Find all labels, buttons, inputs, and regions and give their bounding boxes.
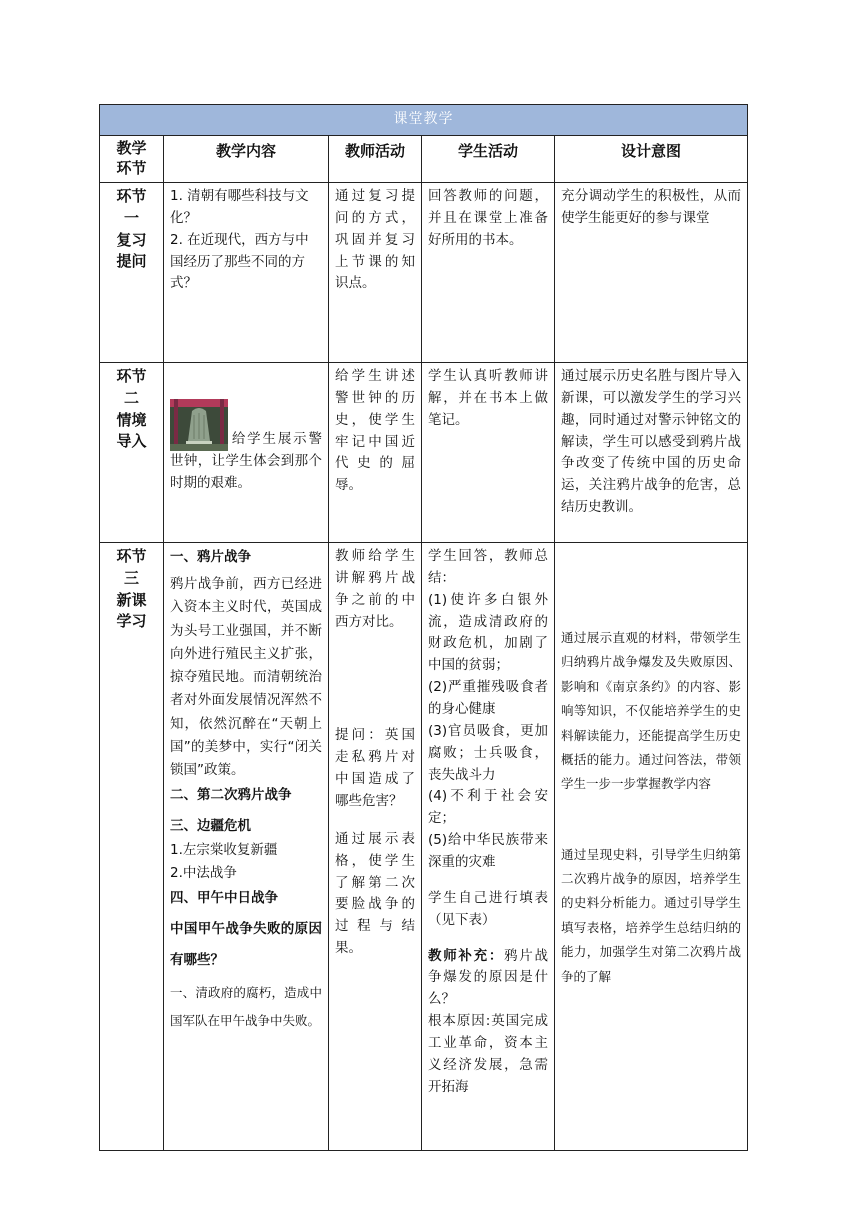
section-heading: 一、鸦片战争 bbox=[170, 549, 251, 565]
table-row bbox=[100, 183, 748, 363]
content-paragraph: 鸦片战争前，西方已经进入资本主义时代，英国成为头号工业强国，并不断向外进行殖民主义扩张，掠夺殖民地。而清朝统治者对外面发展情况浑然不知，依然沉醉在“天朝上国”的美梦中，实行“闭关锁国”政策。 bbox=[170, 576, 322, 778]
table-row bbox=[100, 543, 748, 1151]
content-cell-2 bbox=[164, 363, 329, 543]
header-design: 设计意图 bbox=[555, 136, 748, 183]
content-paragraph: 一、清政府的腐朽，造成中国军队在甲午战争中失败。 bbox=[170, 985, 322, 1029]
table-header-row bbox=[100, 136, 748, 183]
header-content: 教学内容 bbox=[164, 136, 329, 183]
content-cell-3 bbox=[164, 543, 329, 1151]
student-cell-1: 回答教师的问题，并且在课堂上准备好所用的书本。 bbox=[422, 183, 555, 363]
lesson-plan-table bbox=[99, 104, 748, 1151]
student-note: (1)使许多白银外流，造成清政府的财政危机，加剧了中国的贫弱； bbox=[428, 591, 548, 674]
stage-label: 情境 bbox=[116, 410, 147, 429]
header-stage bbox=[100, 136, 164, 183]
header-student: 学生活动 bbox=[422, 136, 555, 183]
design-cell-1: 充分调动学生的积极性，从而使学生能更好的参与课堂 bbox=[555, 183, 748, 363]
content-question: 中国甲午战争失败的原因有哪些？ bbox=[170, 921, 322, 968]
student-note: 根本原因:英国完成工业革命，资本主义经济发展，急需开拓海 bbox=[428, 1013, 548, 1095]
stage-label: 提问 bbox=[116, 252, 147, 271]
content-item: 2.中法战争 bbox=[170, 864, 237, 881]
teacher-supplement-label: 教师补充： bbox=[428, 947, 505, 964]
stage-label: 三 bbox=[123, 568, 139, 587]
warning-bell-photo bbox=[170, 399, 228, 451]
teacher-cell-3 bbox=[329, 543, 422, 1151]
design-note: 通过呈现史料，引导学生归纳第二次鸦片战争的原因，培养学生的史料分析能力。通过引导学生填写表格，培养学生总结归纳的能力，加强学生对第二次鸦片战争的了解 bbox=[561, 846, 742, 984]
student-note: (4)不利于社会安定； bbox=[428, 788, 548, 827]
stage-cell-2 bbox=[100, 363, 164, 543]
section-heading: 三、边疆危机 bbox=[170, 818, 251, 835]
content-item: 1. 清朝有哪些科技与文化？ bbox=[170, 188, 309, 226]
stage-cell-3 bbox=[100, 543, 164, 1151]
student-cell-2: 学生认真听教师讲解，并在书本上做笔记。 bbox=[422, 363, 555, 543]
student-note: 鸦片战争爆发的原因是什么？ bbox=[428, 947, 549, 1008]
stage-label: 学习 bbox=[116, 612, 147, 631]
stage-label: 二 bbox=[123, 388, 139, 407]
student-note: 学生自己进行填表（见下表） bbox=[428, 889, 548, 928]
content-item: 2. 在近现代，西方与中国经历了那些不同的方式？ bbox=[170, 231, 309, 292]
stage-cell-1 bbox=[100, 183, 164, 363]
section-heading: 二、第二次鸦片战争 bbox=[170, 787, 292, 804]
design-cell-2: 通过展示历史名胜与图片导入新课，可以激发学生的学习兴趣，同时通过对警示钟铭文的解读，学生可以感受到鸦片战争改变了传统中国的历史命运，关注鸦片战争的危害，总结历史教训。 bbox=[555, 363, 748, 543]
stage-label: 环节 bbox=[116, 187, 147, 205]
teacher-cell-2: 给学生讲述警世钟的历史，使学生牢记中国近代史的屈辱。 bbox=[329, 363, 422, 543]
design-note: 通过展示直观的材料，带领学生归纳鸦片战争爆发及失败原因、影响和《南京条约》的内容、影响等知识，不仅能培养学生的史料解读能力，还能提高学生历史概括的能力。通过问答法，带领学生一步一步掌握教学内容 bbox=[561, 630, 742, 792]
content-cell-1 bbox=[164, 183, 329, 363]
teacher-note: 教师给学生讲解鸦片战争之前的中西方对比。 bbox=[335, 548, 415, 630]
stage-label: 环节 bbox=[116, 367, 147, 385]
student-note: (5)给中华民族带来深重的灾难 bbox=[428, 832, 548, 871]
content-item: 1.左宗棠收复新疆 bbox=[170, 841, 278, 858]
content-text: 给学生展示警世钟，让学生体会到那个时期的艰难。 bbox=[170, 431, 322, 491]
stage-label: 一 bbox=[123, 208, 139, 227]
header-stage-label: 教学 环节 bbox=[116, 139, 147, 177]
teacher-note: 提问：英国走私鸦片对中国造成了哪些危害？ bbox=[335, 727, 415, 810]
stage-label: 复习 bbox=[116, 230, 147, 249]
table-title: 课堂教学 bbox=[100, 105, 748, 136]
table-title-row bbox=[100, 105, 748, 136]
stage-label: 环节 bbox=[116, 547, 147, 565]
teacher-cell-1: 通过复习提问的方式，巩固并复习上节课的知识点。 bbox=[329, 183, 422, 363]
student-cell-3 bbox=[422, 543, 555, 1151]
header-teacher: 教师活动 bbox=[329, 136, 422, 183]
student-note: (3)官员吸食，更加腐败；士兵吸食，丧失战斗力 bbox=[428, 722, 548, 783]
teacher-note: 通过展示表格，使学生了解第二次要脸战争的过程与结果。 bbox=[335, 830, 415, 957]
stage-label: 导入 bbox=[116, 432, 147, 451]
stage-label: 新课 bbox=[116, 590, 147, 609]
student-note: 学生回答，教师总结： bbox=[428, 548, 548, 586]
student-note: (2)严重摧残吸食者的身心健康 bbox=[428, 679, 548, 718]
design-cell-3 bbox=[555, 543, 748, 1151]
table-row bbox=[100, 363, 748, 543]
section-heading: 四、甲午中日战争 bbox=[170, 890, 278, 907]
